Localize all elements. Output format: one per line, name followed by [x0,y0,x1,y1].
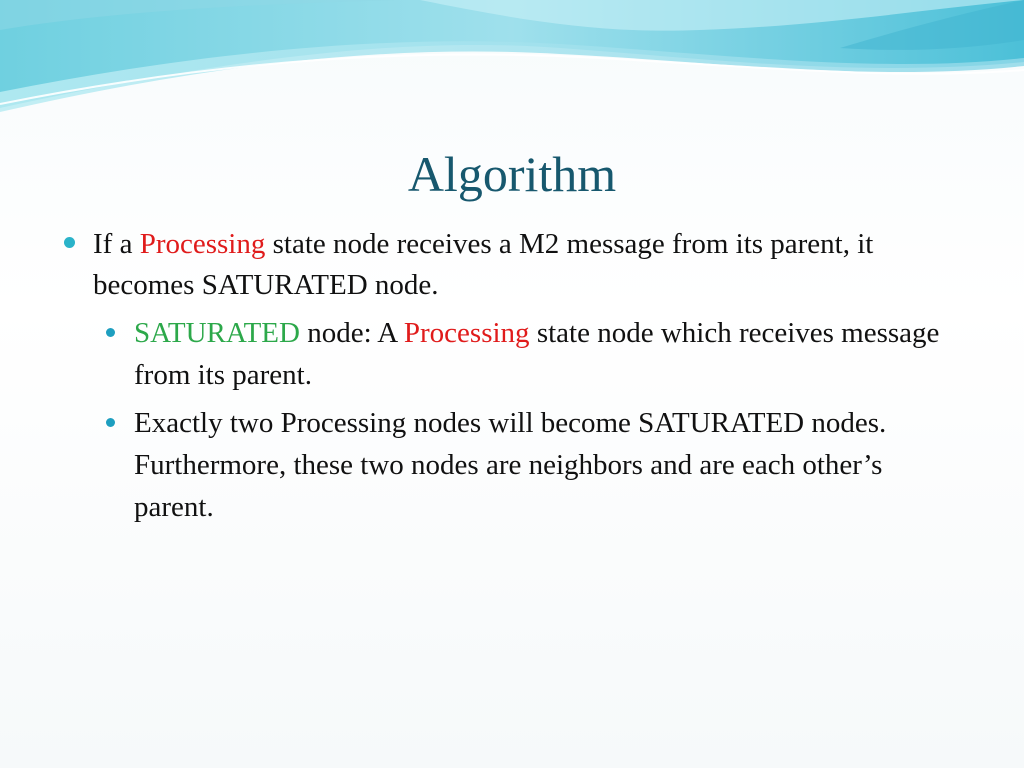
bullet-list [62,224,962,528]
sub-bullet-item [62,312,962,396]
processing-keyword: Processing [139,228,266,260]
bullet-dot-icon [64,237,75,248]
saturated-keyword: SATURATED [134,317,300,349]
bullet-text-part: state node receives a M2 message from its parent, it becomes SATURATED node. [93,228,874,301]
bullet-text-part: If a [93,228,140,260]
slide-title: Algorithm [407,146,617,202]
bullet-text-part: node: A [299,317,404,349]
bullet-text-part: Exactly two Processing nodes will become SATURATED nodes. Furthermore, these two nodes are neighbors and are each other’s parent. [134,407,887,523]
bullet-item [62,224,962,306]
sub-bullet-dot-icon [106,328,115,337]
sub-bullet-item [62,402,962,528]
sub-bullet-dot-icon [106,418,115,427]
processing-keyword: Processing [403,317,530,349]
wave-header-decoration [0,0,1024,120]
bullet-text-part: state node which receives message from its parent. [134,317,940,391]
